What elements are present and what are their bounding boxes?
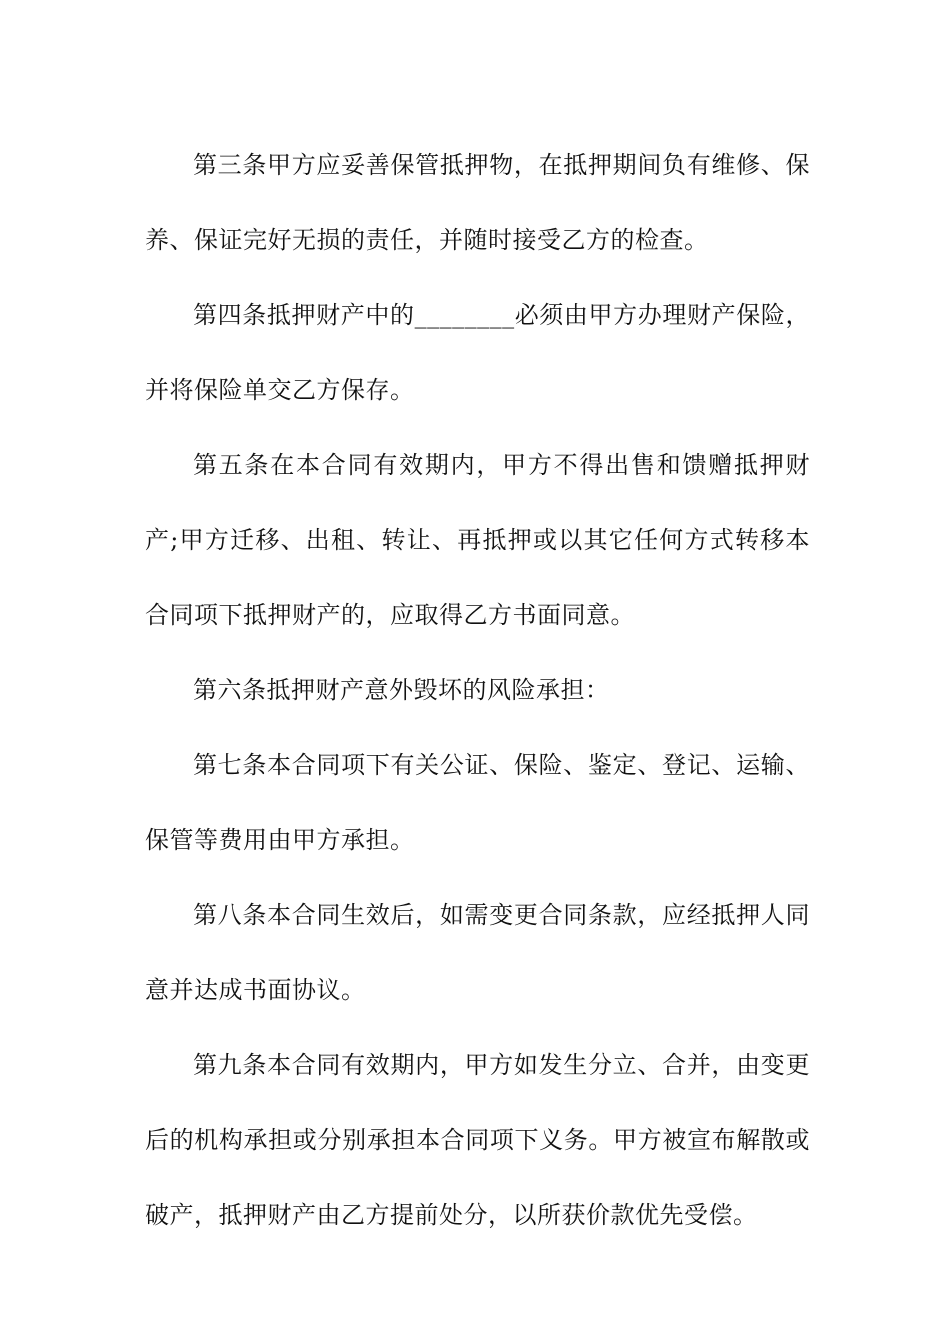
document-body xyxy=(145,128,810,1253)
clause-8-paragraph: 第八条本合同生效后，如需变更合同条款，应经抵押人同意并达成书面协议。 xyxy=(145,901,810,1004)
clause-5-paragraph: 第五条在本合同有效期内，甲方不得出售和馈赠抵押财产;甲方迁移、出租、转让、再抵押或以其它任何方式转移本合同项下抵押财产的，应取得乙方书面同意。 xyxy=(145,451,810,629)
clause-9-paragraph: 第九条本合同有效期内，甲方如发生分立、合并，由变更后的机构承担或分别承担本合同项下义务。甲方被宣布解散或破产，抵押财产由乙方提前处分，以所获价款优先受偿。 xyxy=(145,1051,810,1229)
clause-4-paragraph: 第四条抵押财产中的________必须由甲方办理财产保险，并将保险单交乙方保存。 xyxy=(145,301,810,404)
clause-3-paragraph: 第三条甲方应妥善保管抵押物，在抵押期间负有维修、保养、保证完好无损的责任，并随时接受乙方的检查。 xyxy=(145,151,810,254)
clause-7-paragraph: 第七条本合同项下有关公证、保险、鉴定、登记、运输、保管等费用由甲方承担。 xyxy=(145,751,810,854)
clause-6-paragraph: 第六条抵押财产意外毁坏的风险承担： xyxy=(193,676,610,704)
